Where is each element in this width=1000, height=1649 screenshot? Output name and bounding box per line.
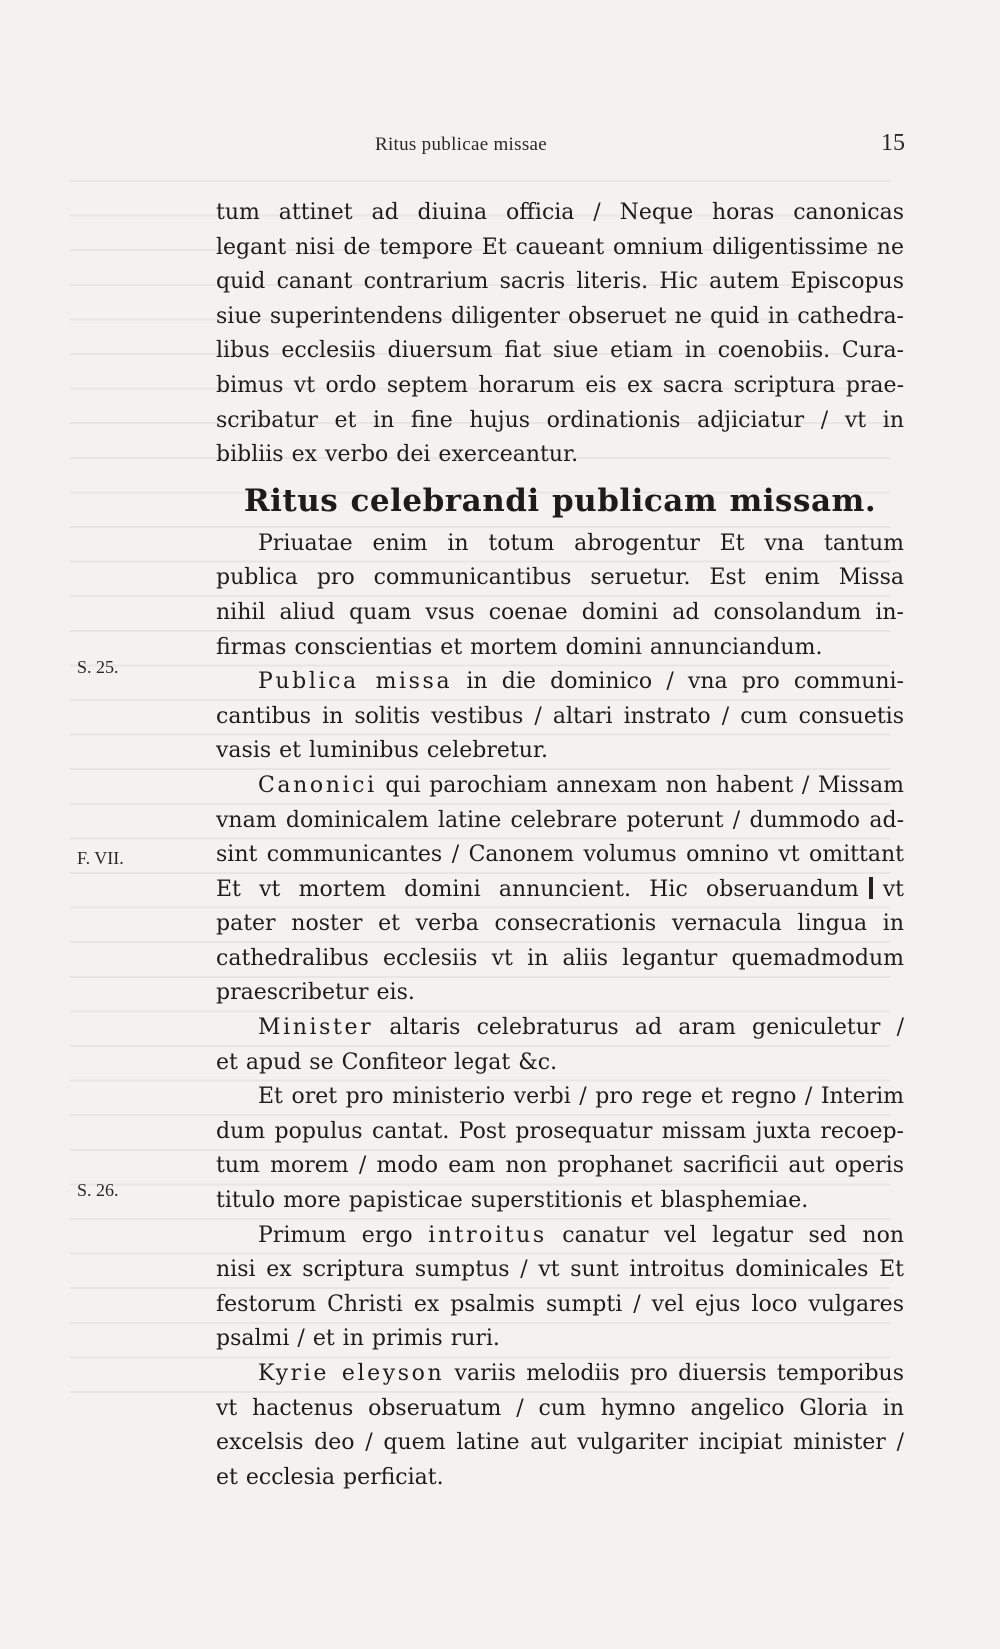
text-run: vt — [882, 876, 904, 902]
vertical-bar-mark — [869, 877, 873, 899]
text-line: dum populus cantat. Post prosequatur missam juxta recoep- — [216, 1118, 904, 1144]
text-line — [216, 665, 904, 700]
text-line: nisi ex scriptura sumptus / vt sunt introitus dominicales Et — [216, 1257, 904, 1283]
text-line — [216, 769, 904, 804]
text-line: psalmi / et in primis ruri. — [216, 1326, 500, 1352]
text-line: legant nisi de tempore Et caueant omnium diligentissime ne — [216, 234, 904, 260]
spaced-term: Canonici — [258, 772, 377, 798]
text-line — [216, 1219, 904, 1254]
text-run: Primum ergo — [258, 1222, 429, 1248]
text-line: Et oret pro ministerio verbi / pro rege et regno / Interim — [258, 1084, 904, 1110]
text-line: titulo more papisticae superstitionis et blasphemiae. — [216, 1188, 809, 1214]
text-run: altaris celebraturus ad aram geniculetur / — [373, 1015, 904, 1041]
text-line: vnam dominicalem latine celebrare poterunt / dummodo ad- — [216, 807, 904, 833]
section-heading: Ritus celebrandi publicam missam. — [243, 482, 877, 519]
text-line: publica pro communicantibus seruetur. Est enim Missa — [216, 565, 904, 591]
text-line: et apud se Confiteor legat &c. — [216, 1049, 558, 1075]
text-line: vt hactenus obseruatum / cum hymno angelico Gloria in — [216, 1395, 904, 1421]
text-line: praescribetur eis. — [216, 980, 415, 1006]
text-line: firmas conscientias et mortem domini annunciandum. — [216, 634, 823, 660]
text-line: tum attinet ad diuina officia / Neque horas canonicas — [216, 200, 904, 225]
margin-note-s25: S. 25. — [77, 657, 119, 677]
text-line — [216, 1011, 904, 1046]
text-line: excelsis deo / quem latine aut vulgariter incipiat minister / — [216, 1430, 904, 1456]
main-text — [216, 196, 904, 1495]
text-run: variis melodiis pro diuersis temporibus — [444, 1361, 904, 1386]
text-line: siue superintendens diligenter obseruet ne quid in cathedra- — [216, 303, 904, 329]
text-line: cathedralibus ecclesiis vt in aliis legantur quemadmodum — [216, 945, 904, 971]
spaced-term: introitus — [428, 1222, 547, 1248]
text-run: canatur vel legatur sed non — [546, 1222, 904, 1248]
text-line: festorum Christi ex psalmis sumpti / vel ejus loco vulgares — [216, 1291, 904, 1317]
running-title: Ritus publicae missae — [375, 134, 547, 155]
spaced-term: Kyrie eleyson — [258, 1361, 445, 1386]
text-line: Priuatae enim in totum abrogentur Et vna tantum — [258, 530, 904, 556]
page-header — [0, 130, 1000, 166]
text-line: libus ecclesiis diuersum fiat siue etiam in coenobiis. Cura- — [216, 338, 904, 364]
text-line: et ecclesia perficiat. — [216, 1464, 444, 1490]
text-line: bimus vt ordo septem horarum eis ex sacra scriptura prae- — [216, 372, 904, 398]
text-run: in die dominico / vna pro communi- — [452, 669, 904, 695]
margin-note-f7: F. VII. — [77, 848, 124, 868]
text-line — [216, 873, 904, 908]
text-line: tum morem / modo eam non prophanet sacrificii aut operis — [216, 1153, 904, 1179]
text-line: cantibus in solitis vestibus / altari instrato / cum consuetis — [216, 703, 904, 729]
page-number: 15 — [881, 130, 905, 156]
text-line — [216, 1357, 904, 1392]
text-line: quid canant contrarium sacris literis. Hic autem Episcopus — [216, 269, 904, 295]
text-line: scribatur et in fine hujus ordinationis adjiciatur / vt in — [216, 407, 904, 433]
text-run: Et vt mortem domini annuncient. Hic obseruandum — [216, 876, 859, 902]
spaced-term: Publica missa — [258, 669, 453, 695]
margin-note-s26: S. 26. — [77, 1180, 119, 1200]
text-line: pater noster et verba consecrationis vernacula lingua in — [216, 911, 904, 937]
text-line: nihil aliud quam vsus coenae domini ad consolandum in- — [216, 599, 904, 625]
spaced-term: Minister — [258, 1015, 374, 1041]
text-run: qui parochiam annexam non habent / Missam — [376, 772, 904, 798]
text-line: vasis et luminibus celebretur. — [216, 738, 548, 764]
text-line: sint communicantes / Canonem volumus omnino vt omittant — [216, 842, 904, 868]
text-line: bibliis ex verbo dei exerceantur. — [216, 442, 579, 468]
